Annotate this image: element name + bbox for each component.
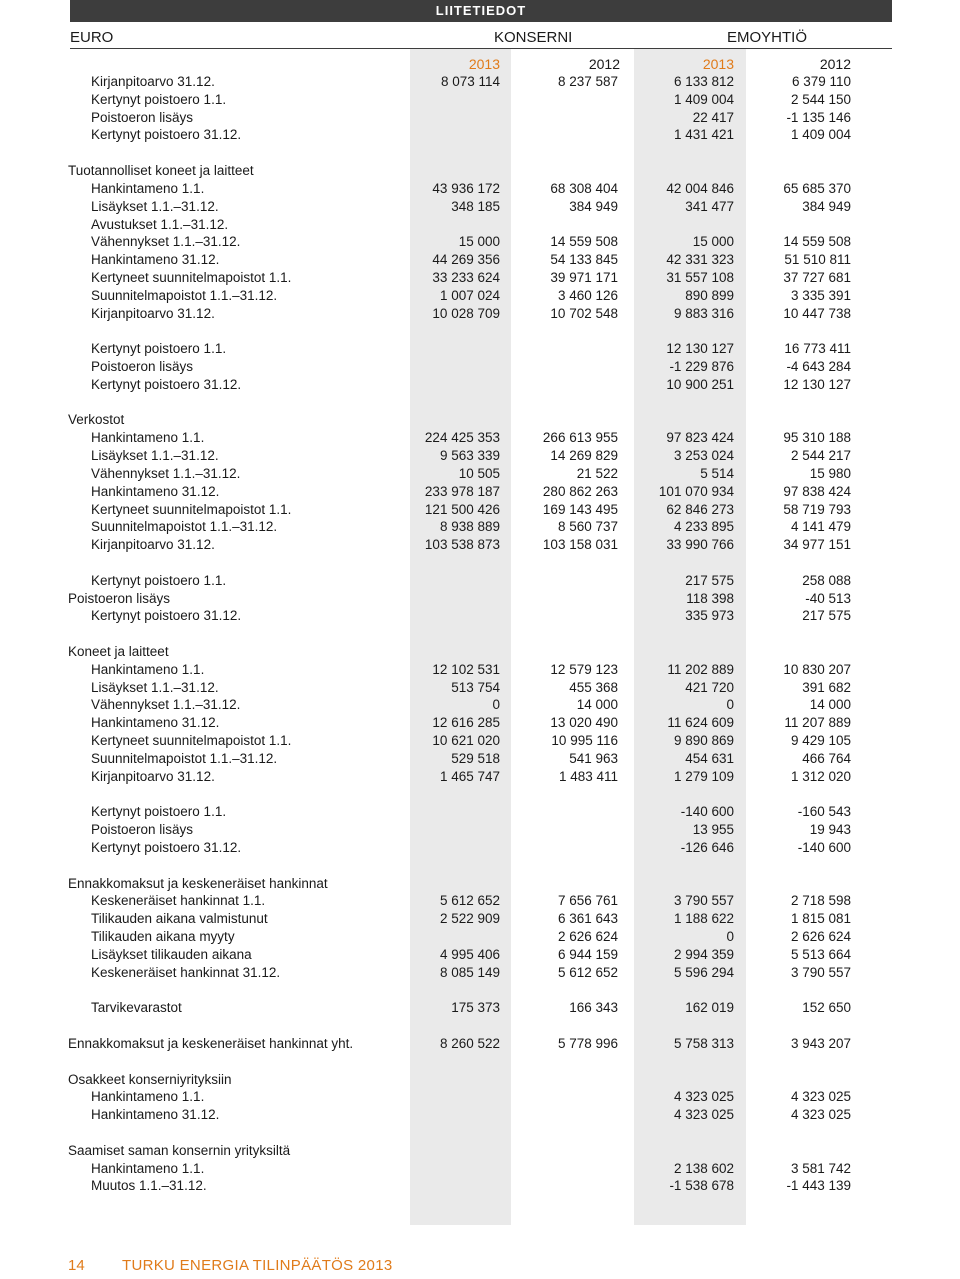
value-cell: 890 899: [685, 287, 734, 303]
row-label: Lisäykset 1.1.–31.12.: [91, 448, 219, 464]
table-row: [0, 411, 892, 429]
publication-title: TURKU ENERGIA TILINPÄÄTÖS 2013: [122, 1257, 393, 1274]
value-cell: 2 626 624: [557, 929, 618, 944]
row-label: Vähennykset 1.1.–31.12.: [91, 697, 241, 713]
table-row: [0, 607, 892, 625]
value-cell: 10 505: [458, 465, 500, 481]
table-row: [0, 305, 892, 323]
value-cell: 4 995 406: [439, 946, 500, 962]
value-cell: 162 019: [685, 1000, 734, 1016]
value-cell: 8 260 522: [439, 1035, 500, 1051]
value-cell: -1 538 678: [669, 1178, 734, 1194]
value-cell: 15 000: [692, 234, 734, 250]
value-cell: 68 308 404: [550, 180, 618, 196]
value-cell: 103 158 031: [542, 537, 618, 553]
value-cell: 33 990 766: [666, 537, 734, 553]
row-label: Hankintameno 1.1.: [91, 430, 205, 446]
table-row: [0, 875, 892, 893]
value-cell: 42 331 323: [666, 252, 734, 268]
value-cell: 7 656 761: [557, 893, 618, 909]
value-cell: 101 070 934: [658, 483, 734, 499]
year-emoyhtio-2013: 2013: [702, 56, 734, 72]
row-label: Tuotannolliset koneet ja laitteet: [68, 163, 254, 179]
value-cell: 95 310 188: [783, 430, 851, 446]
value-cell: 5 514: [700, 465, 734, 481]
value-cell: 4 323 025: [790, 1089, 851, 1105]
financial-table: [0, 73, 892, 1195]
value-cell: 1 409 004: [673, 91, 734, 107]
table-spacer: [0, 786, 892, 804]
row-label: Hankintameno 31.12.: [91, 252, 220, 268]
value-cell: -140 600: [680, 804, 734, 820]
table-row: [0, 928, 892, 946]
value-cell: 3 253 024: [673, 448, 734, 464]
value-cell: 3 581 742: [790, 1160, 851, 1176]
table-row: [0, 1160, 892, 1178]
table-row: [0, 162, 892, 180]
value-cell: 42 004 846: [666, 180, 734, 196]
row-label: Muutos 1.1.–31.12.: [91, 1178, 207, 1194]
table-spacer: [0, 1017, 892, 1035]
section-banner: [70, 0, 892, 22]
value-cell: 5 596 294: [673, 964, 734, 980]
value-cell: 169 143 495: [542, 501, 618, 517]
value-cell: 5 758 313: [673, 1035, 734, 1051]
row-label: Kirjanpitoarvo 31.12.: [91, 537, 215, 553]
value-cell: 266 613 955: [542, 430, 618, 446]
value-cell: 12 130 127: [783, 376, 851, 392]
value-cell: 224 425 353: [424, 430, 500, 446]
value-cell: 121 500 426: [424, 501, 500, 517]
value-cell: -1 229 876: [669, 359, 734, 374]
table-row: [0, 696, 892, 714]
table-spacer: [0, 857, 892, 875]
page-number: 14: [68, 1257, 85, 1274]
row-label: Poistoeron lisäys: [91, 359, 194, 374]
table-row: [0, 198, 892, 216]
row-label: Kertynyt poistoero 1.1.: [91, 572, 227, 588]
value-cell: 0: [492, 697, 500, 713]
row-label: Poistoeron lisäys: [68, 590, 171, 606]
value-cell: 13 020 490: [550, 715, 618, 731]
value-cell: 233 978 187: [424, 483, 500, 499]
table-row: [0, 73, 892, 91]
value-cell: 2 626 624: [790, 929, 851, 944]
value-cell: -160 543: [797, 804, 851, 820]
row-label: Vähennykset 1.1.–31.12.: [91, 234, 241, 250]
value-cell: 43 936 172: [432, 180, 500, 196]
table-spacer: [0, 1053, 892, 1071]
row-label: Hankintameno 31.12.: [91, 1107, 220, 1123]
row-label: Suunnitelmapoistot 1.1.–31.12.: [91, 750, 278, 766]
value-cell: 421 720: [685, 679, 734, 695]
value-cell: 5 612 652: [557, 964, 618, 980]
value-cell: 3 460 126: [557, 287, 618, 303]
value-cell: 529 518: [451, 750, 500, 766]
table-row: [0, 358, 892, 376]
table-row: [0, 821, 892, 839]
row-label: Koneet ja laitteet: [68, 644, 169, 659]
value-cell: 6 379 110: [791, 74, 851, 89]
value-cell: 97 823 424: [666, 430, 734, 446]
table-row: [0, 892, 892, 910]
parent-column-label: EMOYHTIÖ: [727, 29, 808, 46]
table-row: [0, 536, 892, 554]
row-label: Lisäykset 1.1.–31.12.: [91, 679, 219, 695]
table-row: [0, 732, 892, 750]
value-cell: 8 237 587: [557, 74, 618, 89]
year-konserni-2012: 2012: [588, 56, 620, 72]
table-row: [0, 233, 892, 251]
table-row: [0, 661, 892, 679]
table-row: [0, 1088, 892, 1106]
value-cell: 21 522: [576, 465, 618, 481]
value-cell: 2 718 598: [790, 893, 851, 909]
row-label: Hankintameno 31.12.: [91, 483, 220, 499]
row-label: Kertynyt poistoero 31.12.: [91, 376, 242, 392]
value-cell: 5 513 664: [790, 946, 851, 962]
value-cell: 513 754: [451, 679, 500, 695]
table-row: [0, 750, 892, 768]
value-cell: 4 141 479: [790, 519, 851, 535]
group-column-label: KONSERNI: [494, 29, 573, 46]
row-label: Keskeneräiset hankinnat 31.12.: [91, 964, 281, 980]
value-cell: 348 185: [451, 198, 500, 214]
value-cell: 384 949: [802, 198, 851, 214]
value-cell: 166 343: [569, 1000, 618, 1016]
value-cell: 3 335 391: [790, 287, 851, 303]
year-header-row: [0, 55, 892, 73]
value-cell: 335 973: [685, 608, 734, 624]
value-cell: 280 862 263: [542, 483, 618, 499]
value-cell: 1 007 024: [439, 287, 500, 303]
value-cell: -140 600: [797, 839, 851, 855]
value-cell: 13 955: [692, 822, 734, 838]
value-cell: 341 477: [685, 198, 734, 214]
row-label: Suunnitelmapoistot 1.1.–31.12.: [91, 519, 278, 535]
table-spacer: [0, 394, 892, 412]
row-label: Osakkeet konserniyrityksiin: [68, 1071, 232, 1087]
value-cell: 10 028 709: [432, 305, 500, 321]
table-spacer: [0, 144, 892, 162]
value-cell: 11 624 609: [667, 715, 734, 731]
value-cell: 12 102 531: [432, 661, 500, 677]
value-cell: -126 646: [680, 839, 734, 855]
value-cell: 258 088: [802, 572, 851, 588]
table-row: [0, 251, 892, 269]
table-row: [0, 518, 892, 536]
page-footer: [0, 1255, 960, 1277]
value-cell: 2 994 359: [673, 946, 734, 962]
row-label: Tilikauden aikana myyty: [91, 929, 235, 944]
row-label: Kertynyt poistoero 1.1.: [91, 91, 227, 107]
value-cell: 1 312 020: [790, 768, 851, 784]
row-label: Kertyneet suunnitelmapoistot 1.1.: [91, 501, 292, 517]
table-spacer: [0, 1124, 892, 1142]
value-cell: 65 685 370: [783, 180, 851, 196]
row-label: Poistoeron lisäys: [91, 109, 194, 125]
value-cell: 10 447 738: [783, 305, 851, 321]
value-cell: 0: [726, 697, 734, 713]
table-row: [0, 999, 892, 1017]
table-row: [0, 839, 892, 857]
row-label: Verkostot: [68, 412, 125, 428]
table-row: [0, 109, 892, 127]
row-label: Kirjanpitoarvo 31.12.: [91, 305, 215, 321]
value-cell: 51 510 811: [784, 252, 851, 268]
value-cell: 12 130 127: [666, 341, 734, 357]
value-cell: 152 650: [802, 1000, 851, 1016]
table-spacer: [0, 625, 892, 643]
value-cell: 2 544 217: [790, 448, 851, 464]
row-label: Ennakkomaksut ja keskeneräiset hankinnat: [68, 875, 328, 891]
value-cell: 15 980: [809, 465, 851, 481]
value-cell: 466 764: [802, 750, 851, 766]
value-cell: -4 643 284: [786, 359, 851, 374]
section-title: LIITETIEDOT: [435, 3, 527, 18]
value-cell: 11 207 889: [784, 715, 851, 731]
value-cell: -1 135 146: [786, 109, 851, 125]
row-label: Kertyneet suunnitelmapoistot 1.1.: [91, 269, 292, 285]
row-label: Kertynyt poistoero 1.1.: [91, 804, 227, 820]
value-cell: 16 773 411: [784, 341, 851, 357]
table-row: [0, 429, 892, 447]
value-cell: 10 900 251: [666, 376, 734, 392]
value-cell: 4 233 895: [673, 519, 734, 535]
table-row: [0, 483, 892, 501]
value-cell: 2 544 150: [790, 91, 851, 107]
table-row: [0, 340, 892, 358]
value-cell: 31 557 108: [666, 269, 734, 285]
table-group-header: [0, 28, 892, 48]
row-label: Hankintameno 1.1.: [91, 1089, 205, 1105]
value-cell: 8 085 149: [439, 964, 500, 980]
value-cell: 8 073 114: [440, 74, 500, 89]
row-label: Ennakkomaksut ja keskeneräiset hankinnat yht.: [68, 1035, 354, 1051]
value-cell: 15 000: [458, 234, 500, 250]
row-label: Kertynyt poistoero 31.12.: [91, 127, 242, 143]
value-cell: 1 465 747: [439, 768, 500, 784]
value-cell: 37 727 681: [783, 269, 851, 285]
value-cell: 4 323 025: [673, 1089, 734, 1105]
row-label: Lisäykset tilikauden aikana: [91, 946, 252, 962]
table-row: [0, 1071, 892, 1089]
value-cell: 34 977 151: [783, 537, 851, 553]
value-cell: 10 830 207: [783, 661, 851, 677]
value-cell: 11 202 889: [667, 661, 734, 677]
value-cell: 9 429 105: [790, 733, 851, 749]
row-label: Hankintameno 1.1.: [91, 1160, 205, 1176]
value-cell: 1 431 421: [673, 127, 734, 143]
year-konserni-2013: 2013: [468, 56, 500, 72]
value-cell: 6 944 159: [557, 946, 618, 962]
value-cell: 2 522 909: [439, 911, 500, 927]
table-row: [0, 269, 892, 287]
year-emoyhtio-2012: 2012: [819, 56, 851, 72]
value-cell: 9 883 316: [673, 305, 734, 321]
table-row: [0, 1142, 892, 1160]
value-cell: 44 269 356: [432, 252, 500, 268]
value-cell: 1 815 081: [790, 911, 851, 927]
row-label: Kirjanpitoarvo 31.12.: [91, 74, 215, 89]
value-cell: 12 616 285: [432, 715, 500, 731]
row-label: Keskeneräiset hankinnat 1.1.: [91, 893, 266, 909]
row-label: Tarvikevarastot: [91, 1000, 182, 1016]
value-cell: 14 000: [809, 697, 851, 713]
value-cell: 1 483 411: [558, 768, 618, 784]
value-cell: -1 443 139: [786, 1178, 851, 1194]
value-cell: 3 943 207: [790, 1035, 851, 1051]
value-cell: 8 560 737: [557, 519, 618, 535]
value-cell: 217 575: [802, 608, 851, 624]
table-row: [0, 287, 892, 305]
table-spacer: [0, 322, 892, 340]
value-cell: 455 368: [569, 679, 618, 695]
value-cell: -40 513: [805, 590, 851, 606]
value-cell: 3 790 557: [673, 893, 734, 909]
value-cell: 1 188 622: [673, 911, 734, 927]
table-row: [0, 803, 892, 821]
value-cell: 8 938 889: [439, 519, 500, 535]
value-cell: 4 323 025: [673, 1107, 734, 1123]
row-label: Hankintameno 1.1.: [91, 180, 205, 196]
row-label: Kertyneet suunnitelmapoistot 1.1.: [91, 733, 292, 749]
value-cell: 58 719 793: [783, 501, 851, 517]
table-row: [0, 1035, 892, 1053]
table-row: [0, 714, 892, 732]
value-cell: 14 559 508: [783, 234, 851, 250]
value-cell: 103 538 873: [424, 537, 500, 553]
value-cell: 10 702 548: [550, 305, 618, 321]
row-label: Kertynyt poistoero 31.12.: [91, 608, 242, 624]
header-divider: [70, 48, 892, 49]
row-label: Vähennykset 1.1.–31.12.: [91, 465, 241, 481]
row-label: Lisäykset 1.1.–31.12.: [91, 198, 219, 214]
value-cell: 22 417: [692, 109, 734, 125]
table-row: [0, 126, 892, 144]
table-row: [0, 1106, 892, 1124]
value-cell: 1 409 004: [790, 127, 851, 143]
row-label: Saamiset saman konsernin yrityksiltä: [68, 1142, 291, 1158]
value-cell: 6 133 812: [673, 74, 734, 89]
value-cell: 384 949: [569, 198, 618, 214]
table-row: [0, 501, 892, 519]
table-row: [0, 643, 892, 661]
row-label: Hankintameno 1.1.: [91, 661, 205, 677]
value-cell: 175 373: [451, 1000, 500, 1016]
value-cell: 14 269 829: [550, 448, 618, 464]
row-label: Tilikauden aikana valmistunut: [91, 911, 268, 927]
table-row: [0, 590, 892, 608]
table-row: [0, 447, 892, 465]
value-cell: 1 279 109: [673, 768, 734, 784]
table-row: [0, 1177, 892, 1195]
value-cell: 6 361 643: [557, 911, 618, 927]
value-cell: 19 943: [809, 822, 851, 838]
table-row: [0, 910, 892, 928]
row-label: Avustukset 1.1.–31.12.: [91, 216, 229, 232]
row-label: Kirjanpitoarvo 31.12.: [91, 768, 215, 784]
value-cell: 97 838 424: [783, 483, 851, 499]
table-row: [0, 180, 892, 198]
table-spacer: [0, 981, 892, 999]
value-cell: 9 890 869: [673, 733, 734, 749]
value-cell: 62 846 273: [666, 501, 734, 517]
value-cell: 2 138 602: [673, 1160, 734, 1176]
value-cell: 3 790 557: [790, 964, 851, 980]
table-row: [0, 572, 892, 590]
value-cell: 454 631: [685, 750, 734, 766]
value-cell: 12 579 123: [550, 661, 618, 677]
value-cell: 5 612 652: [439, 893, 500, 909]
value-cell: 391 682: [802, 679, 851, 695]
value-cell: 10 621 020: [432, 733, 500, 749]
value-cell: 541 963: [569, 750, 618, 766]
value-cell: 9 563 339: [439, 448, 500, 464]
row-label: Suunnitelmapoistot 1.1.–31.12.: [91, 287, 278, 303]
value-cell: 0: [726, 929, 734, 944]
table-row: [0, 465, 892, 483]
value-cell: 14 559 508: [550, 234, 618, 250]
value-cell: 14 000: [576, 697, 618, 713]
table-spacer: [0, 554, 892, 572]
value-cell: 10 995 116: [551, 733, 618, 749]
table-row: [0, 679, 892, 697]
table-row: [0, 768, 892, 786]
table-row: [0, 91, 892, 109]
row-label: Hankintameno 31.12.: [91, 715, 220, 731]
value-cell: 5 778 996: [557, 1035, 618, 1051]
table-row: [0, 964, 892, 982]
value-cell: 118 398: [686, 590, 734, 606]
row-label: Kertynyt poistoero 1.1.: [91, 341, 227, 357]
table-row: [0, 946, 892, 964]
table-row: [0, 216, 892, 234]
value-cell: 4 323 025: [790, 1107, 851, 1123]
currency-label: EURO: [70, 29, 114, 46]
row-label: Kertynyt poistoero 31.12.: [91, 839, 242, 855]
value-cell: 33 233 624: [432, 269, 500, 285]
value-cell: 39 971 171: [550, 269, 618, 285]
value-cell: 217 575: [685, 572, 734, 588]
row-label: Poistoeron lisäys: [91, 822, 194, 838]
value-cell: 54 133 845: [550, 252, 618, 268]
table-row: [0, 376, 892, 394]
